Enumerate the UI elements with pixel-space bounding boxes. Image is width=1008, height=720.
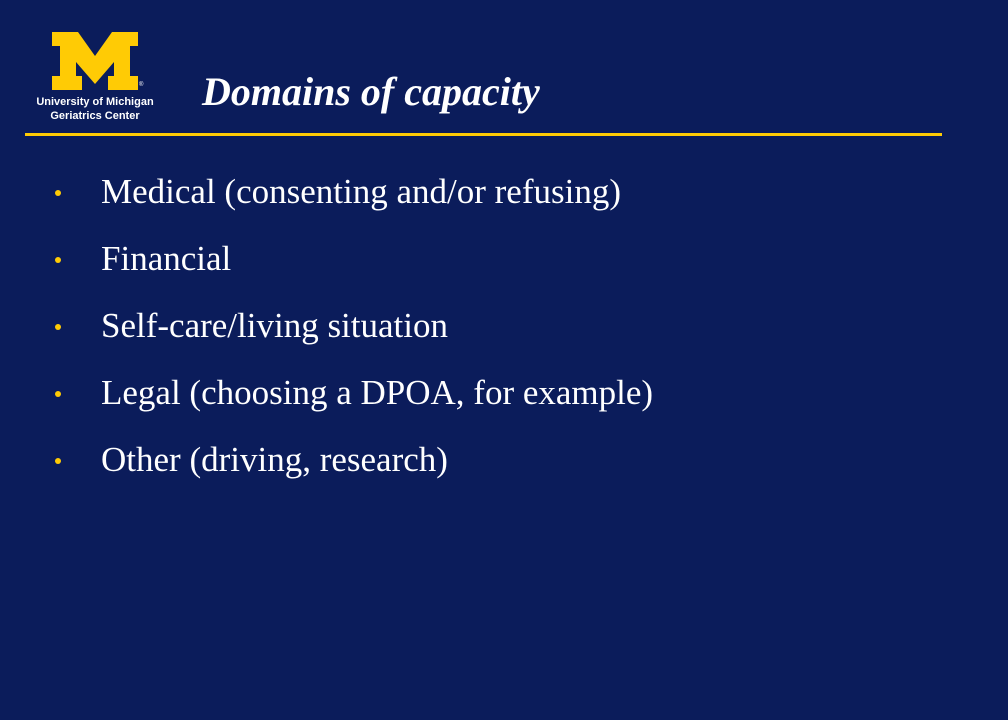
bullet-text: Medical (consenting and/or refusing): [101, 172, 621, 211]
bullet-dot-icon: [55, 391, 61, 397]
bullet-dot-icon: [55, 190, 61, 196]
bullet-text: Financial: [101, 239, 232, 278]
bullet-dot-icon: [55, 257, 61, 263]
university-of-michigan-logo: [30, 32, 160, 124]
bullet-text: Other (driving, research): [101, 440, 448, 479]
bullet-text: Self-care/living situation: [101, 306, 448, 345]
block-m-icon: [52, 32, 138, 90]
logo-line-university: University of Michigan: [36, 96, 154, 108]
bullet-dot-icon: [55, 324, 61, 330]
title-divider: [25, 133, 942, 136]
bullet-dot-icon: [55, 458, 61, 464]
logo-line-center: Geriatrics Center: [50, 110, 140, 122]
slide-title: Domains of capacity: [202, 69, 540, 114]
registered-mark: ®: [139, 82, 144, 88]
bullet-text: Legal (choosing a DPOA, for example): [101, 373, 654, 412]
